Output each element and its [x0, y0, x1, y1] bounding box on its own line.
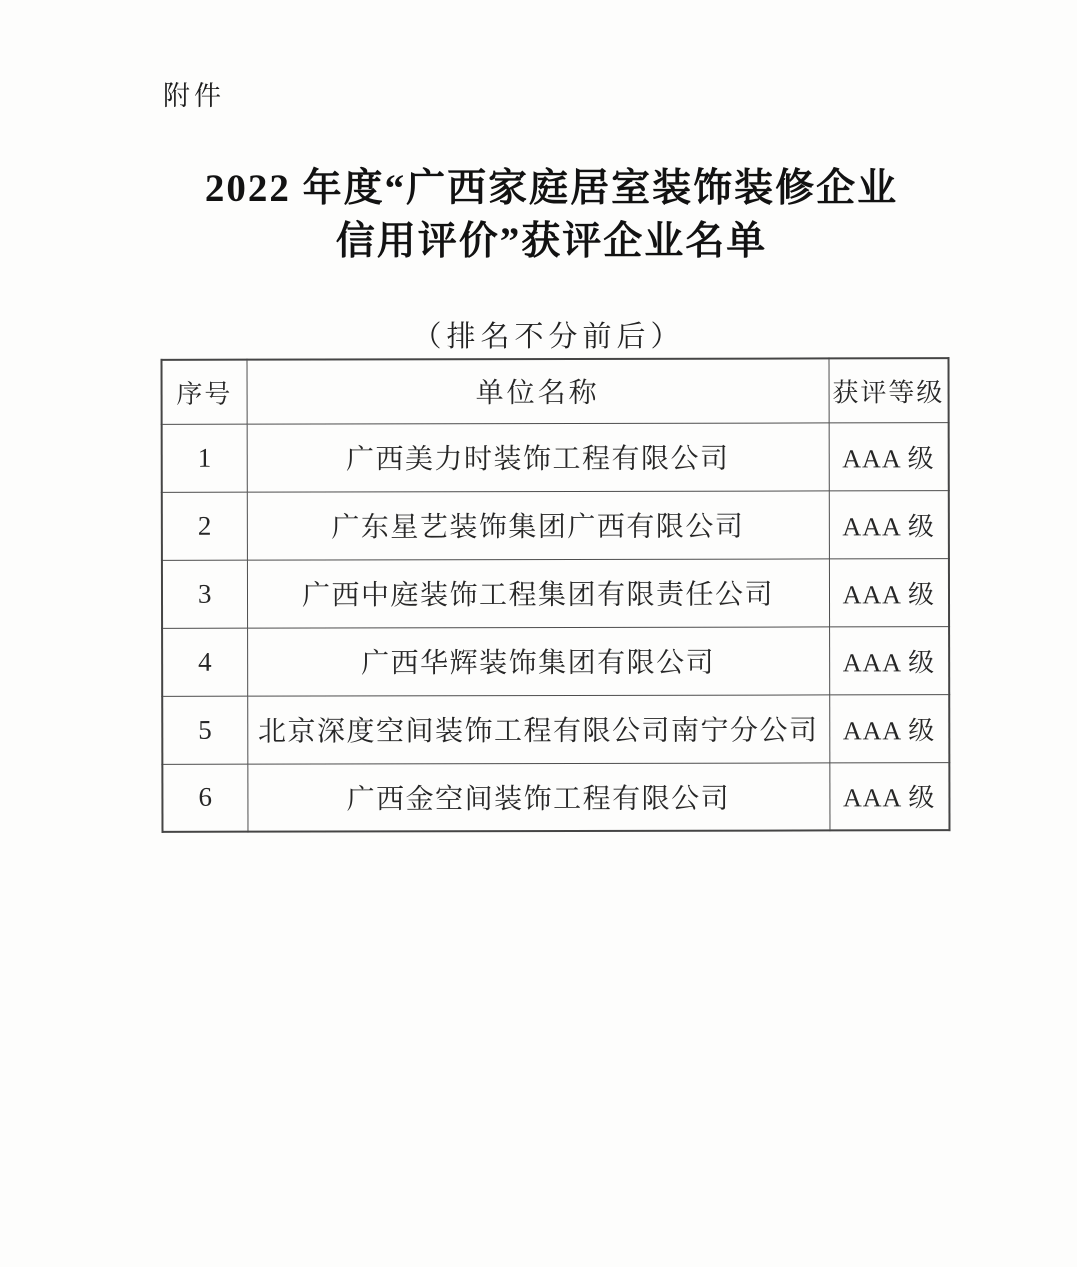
- rating-table: [161, 357, 951, 833]
- serial-cell: 5: [162, 696, 247, 764]
- company-cell: 广西金空间装饰工程有限公司: [247, 762, 829, 831]
- serial-cell: 4: [162, 628, 247, 696]
- rating-cell: AAA 级: [829, 490, 949, 558]
- company-cell: 广东星艺装饰集团广西有限公司: [247, 490, 829, 559]
- table-row: [162, 422, 949, 492]
- title-line-2: 信用评价”获评企业名单: [335, 220, 768, 263]
- header-cell-rating: 获评等级: [829, 358, 949, 422]
- rating-cell: AAA 级: [829, 626, 949, 694]
- table-header-row: [162, 358, 949, 424]
- serial-cell: 3: [162, 560, 247, 628]
- table-row: [162, 558, 949, 628]
- rating-cell: AAA 级: [829, 558, 949, 626]
- serial-cell: 2: [162, 492, 247, 560]
- company-cell: 广西中庭装饰工程集团有限责任公司: [247, 558, 829, 627]
- rating-cell: AAA 级: [829, 762, 949, 830]
- title-line-1: 2022 年度“广西家庭居室装饰装修企业: [204, 167, 899, 210]
- company-cell: 广西美力时装饰工程有限公司: [247, 422, 829, 491]
- ranking-note: （排名不分前后）: [412, 321, 685, 353]
- document-title: [13, 162, 1077, 268]
- table-row: [162, 694, 949, 764]
- table-row: [162, 626, 949, 696]
- header-cell-serial: 序号: [162, 360, 247, 424]
- attachment-label: 附件: [163, 81, 225, 111]
- table-row: [162, 490, 949, 560]
- rating-cell: AAA 级: [829, 422, 949, 490]
- company-cell: 北京深度空间装饰工程有限公司南宁分公司: [247, 694, 829, 763]
- rating-cell: AAA 级: [829, 694, 949, 762]
- table-row: [162, 762, 949, 832]
- serial-cell: 1: [162, 424, 247, 492]
- serial-cell: 6: [162, 764, 247, 832]
- header-cell-company: 单位名称: [247, 358, 829, 423]
- company-cell: 广西华辉装饰集团有限公司: [247, 626, 829, 695]
